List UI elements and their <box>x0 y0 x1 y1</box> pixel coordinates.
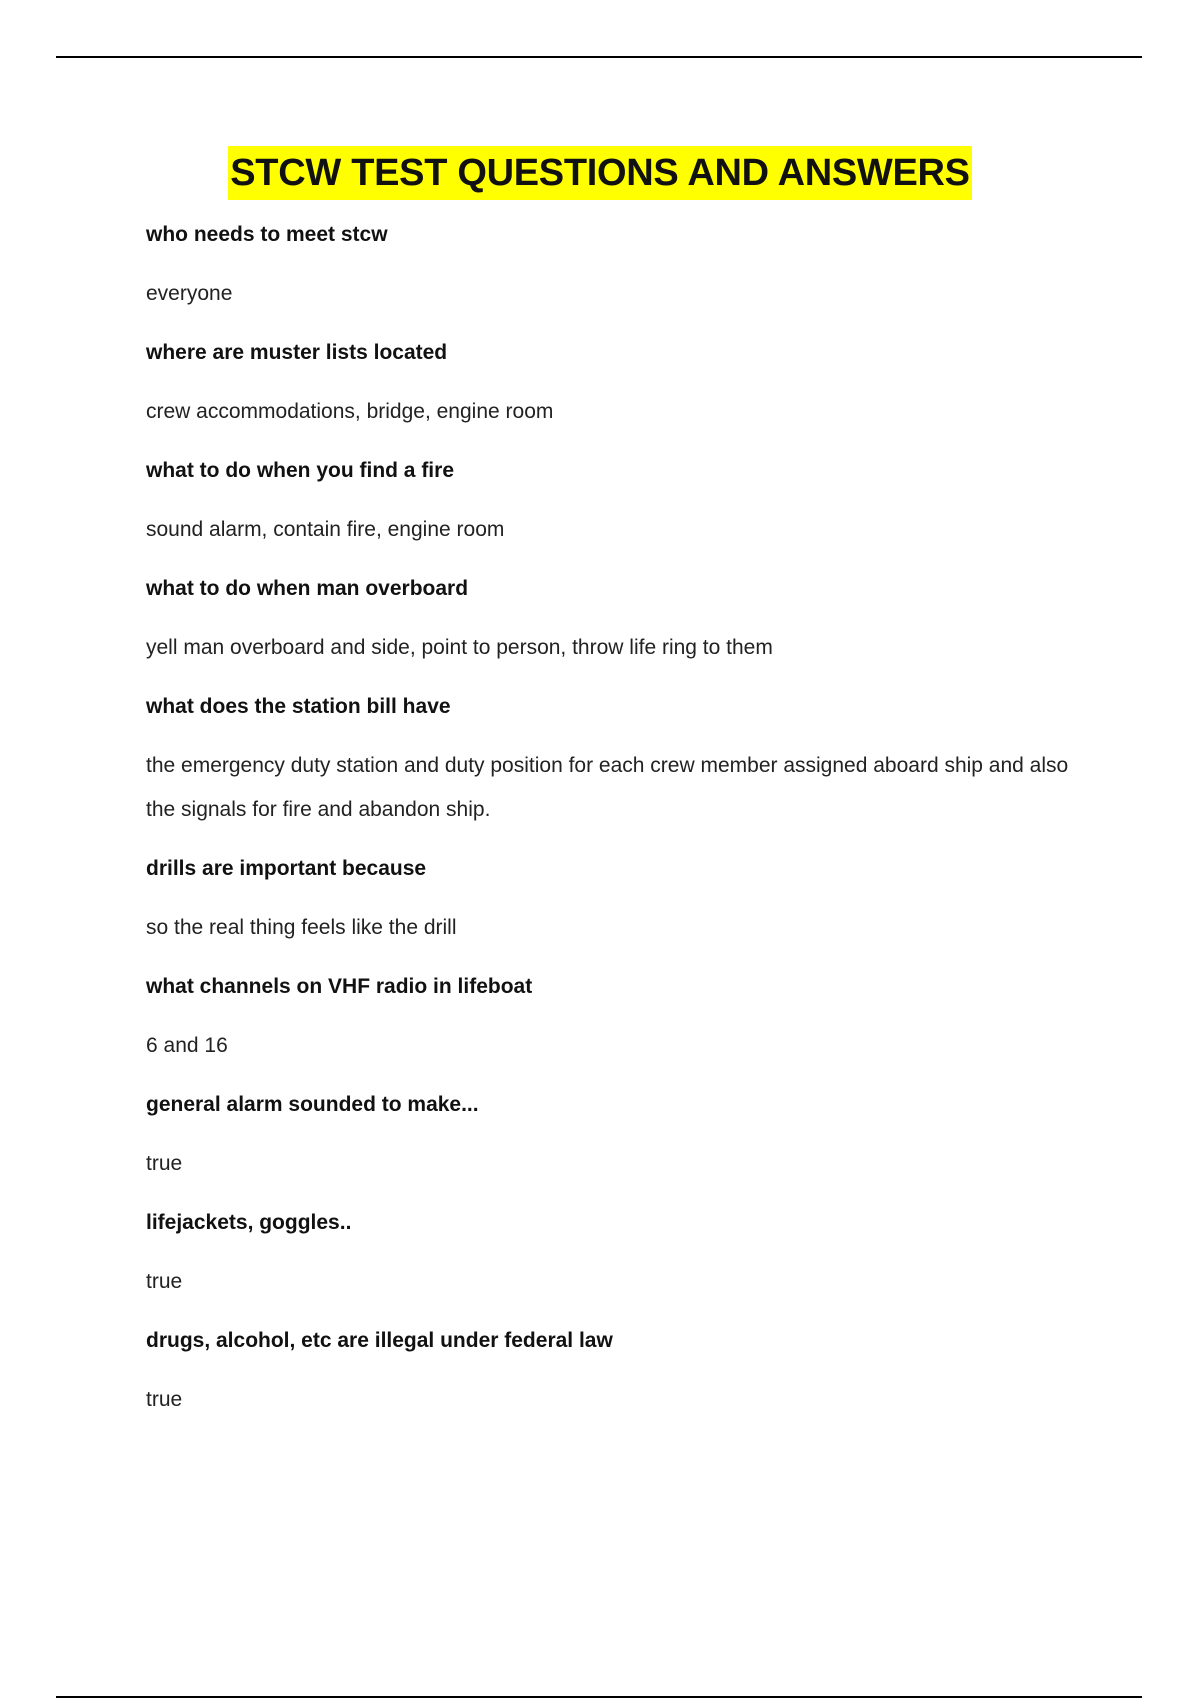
qa-item <box>146 1326 1086 1422</box>
answer: 6 and 16 <box>146 1034 228 1057</box>
bottom-rule <box>56 1696 1142 1698</box>
question: who needs to meet stcw <box>146 223 388 246</box>
qa-item <box>146 972 1086 1068</box>
qa-item <box>146 1090 1086 1186</box>
question: drills are important because <box>146 857 427 880</box>
question: what to do when man overboard <box>146 577 469 600</box>
question: what does the station bill have <box>146 695 451 718</box>
question: lifejackets, goggles.. <box>146 1211 352 1234</box>
answer: so the real thing feels like the drill <box>146 916 457 939</box>
answer: true <box>146 1388 183 1411</box>
question: drugs, alcohol, etc are illegal under federal law <box>146 1329 613 1352</box>
title-container <box>0 146 1200 200</box>
qa-item <box>146 854 1086 950</box>
question: where are muster lists located <box>146 341 448 364</box>
answer: everyone <box>146 282 233 305</box>
qa-item <box>146 220 1086 316</box>
answer: crew accommodations, bridge, engine room <box>146 400 554 423</box>
question: what channels on VHF radio in lifeboat <box>146 975 533 998</box>
qa-list <box>146 220 1086 1444</box>
answer: the emergency duty station and duty position for each crew member assigned aboard ship and also the signals for fire and abandon ship. <box>146 754 1069 821</box>
question: general alarm sounded to make... <box>146 1093 479 1116</box>
answer: true <box>146 1152 183 1175</box>
qa-item <box>146 574 1086 670</box>
answer: sound alarm, contain fire, engine room <box>146 518 505 541</box>
qa-item <box>146 338 1086 434</box>
answer: true <box>146 1270 183 1293</box>
top-rule <box>56 56 1142 58</box>
question: what to do when you find a fire <box>146 459 454 482</box>
qa-item <box>146 456 1086 552</box>
page-title: STCW TEST QUESTIONS AND ANSWERS <box>228 146 971 200</box>
answer: yell man overboard and side, point to person, throw life ring to them <box>146 636 773 659</box>
qa-item <box>146 1208 1086 1304</box>
qa-item <box>146 692 1086 832</box>
